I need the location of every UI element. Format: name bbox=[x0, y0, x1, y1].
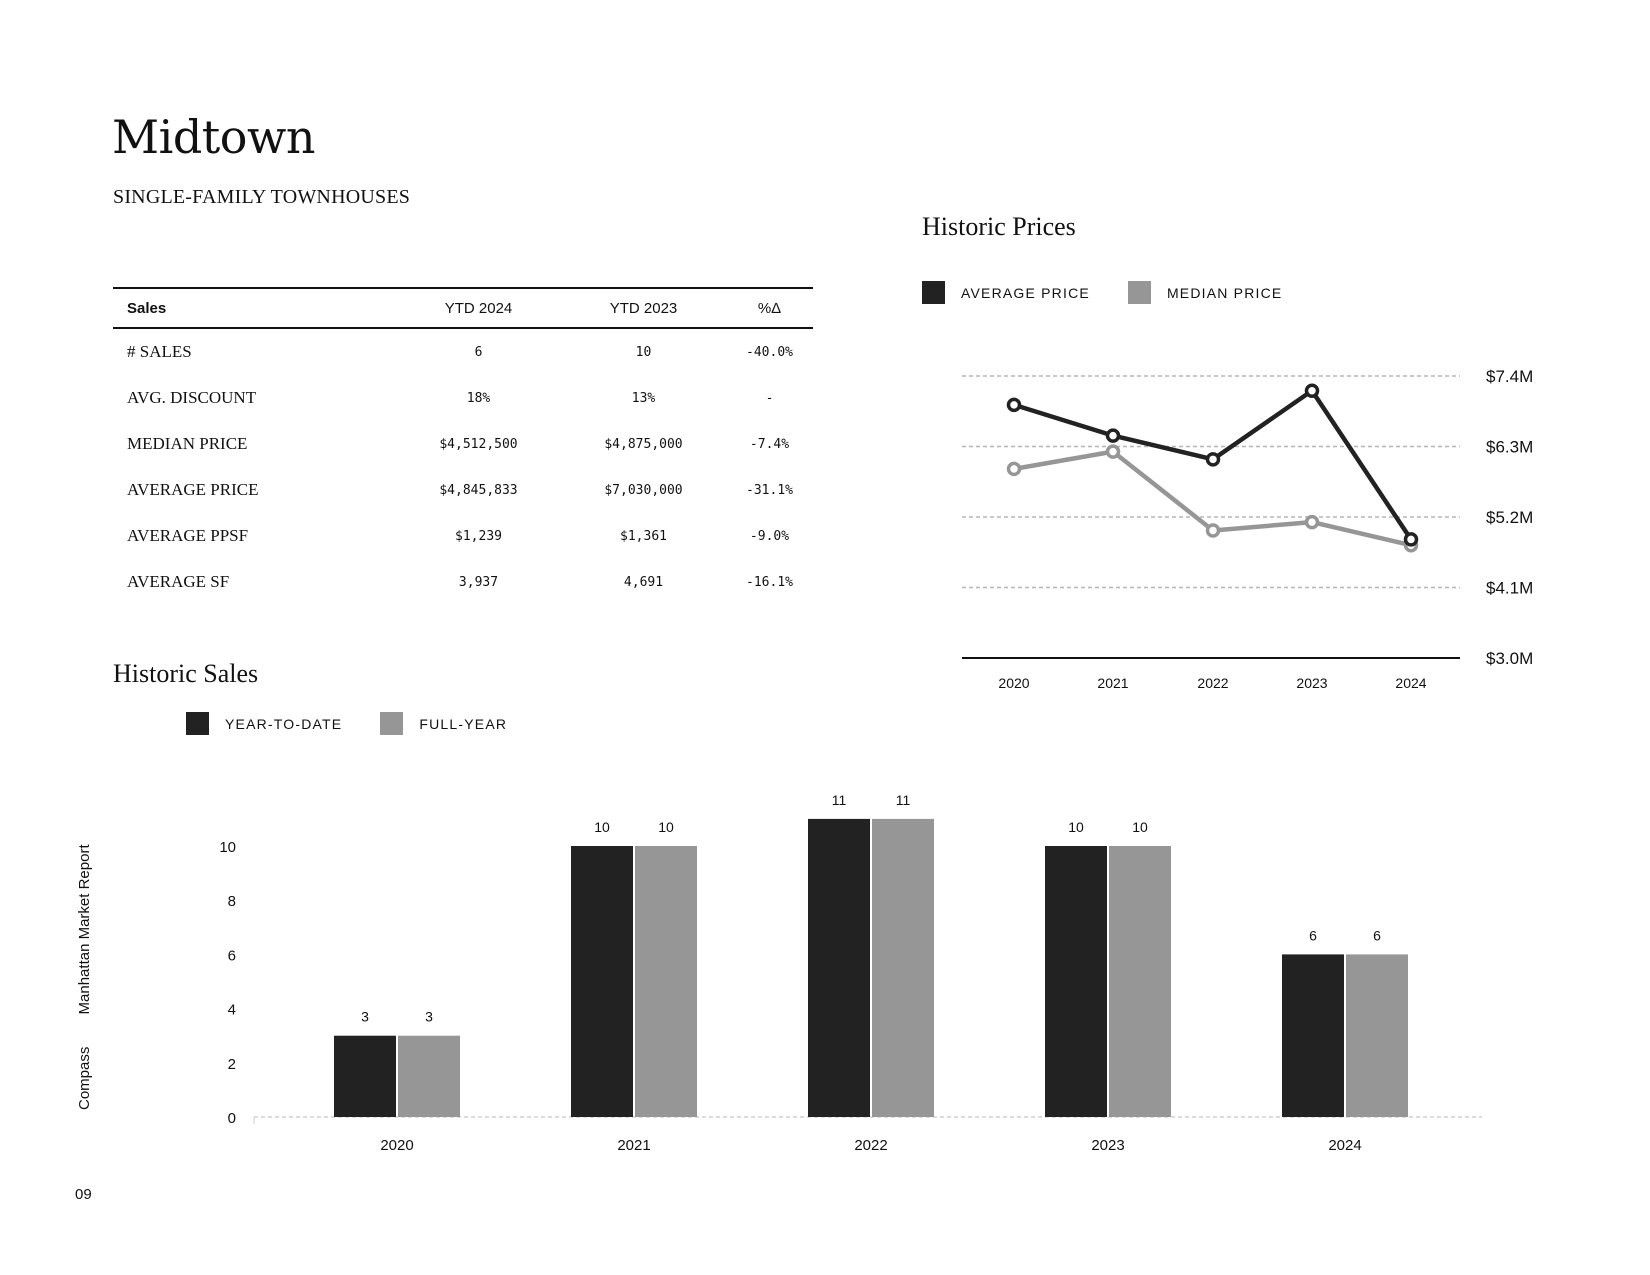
sales-y-tick-label: 8 bbox=[227, 893, 236, 911]
cell-ytd-2023: $4,875,000 bbox=[604, 436, 683, 452]
cell-ytd-2024: $4,845,833 bbox=[439, 482, 518, 498]
prices-x-tick-label: 2022 bbox=[1197, 675, 1229, 691]
sales-bar-ytd bbox=[1045, 846, 1107, 1117]
table-header-change: %Δ bbox=[726, 288, 813, 328]
sales-data-label: 10 bbox=[658, 819, 674, 835]
sales-data-label: 3 bbox=[425, 1008, 433, 1025]
prices-x-tick-label: 2023 bbox=[1296, 675, 1328, 691]
sales-bar-ytd bbox=[334, 1036, 396, 1117]
prices-x-tick-label: 2020 bbox=[998, 675, 1030, 691]
cell-ytd-2024: 6 bbox=[474, 344, 483, 360]
prices-data-point bbox=[1406, 534, 1417, 545]
sales-data-label: 6 bbox=[1309, 927, 1317, 944]
cell-change: -31.1% bbox=[746, 482, 793, 498]
sales-bar-ytd bbox=[571, 846, 633, 1117]
page-number: 09 bbox=[75, 1186, 92, 1203]
cell-ytd-2024: 3,937 bbox=[458, 574, 499, 590]
sales-y-tick-label: 4 bbox=[227, 1001, 236, 1019]
prices-y-tick-label: $6.3M bbox=[1486, 437, 1534, 457]
sales-x-tick-label: 2020 bbox=[380, 1137, 414, 1154]
sales-y-tick-label: 10 bbox=[219, 839, 236, 856]
cell-ytd-2023: $7,030,000 bbox=[604, 482, 683, 498]
legend-label: FULL-YEAR bbox=[419, 715, 508, 732]
sales-x-tick-label: 2022 bbox=[854, 1137, 888, 1154]
sales-data-label: 3 bbox=[361, 1008, 369, 1025]
row-label: AVG. DISCOUNT bbox=[127, 388, 257, 407]
sales-data-label: 10 bbox=[594, 819, 610, 835]
sales-y-tick-label: 2 bbox=[227, 1055, 236, 1073]
cell-ytd-2023: 13% bbox=[631, 390, 656, 406]
prices-y-tick-label: $5.2M bbox=[1486, 508, 1534, 527]
cell-ytd-2023: 10 bbox=[635, 344, 652, 360]
prices-y-tick-label: $7.4M bbox=[1486, 367, 1534, 386]
sales-data-label: 6 bbox=[1373, 927, 1381, 944]
prices-y-tick-label: $3.0M bbox=[1486, 649, 1534, 668]
cell-change: -16.1% bbox=[746, 574, 793, 590]
brand-name: Compass bbox=[76, 1046, 93, 1110]
sales-bar-ytd bbox=[808, 819, 870, 1117]
sales-x-tick-label: 2021 bbox=[617, 1137, 651, 1154]
row-label: # SALES bbox=[127, 342, 192, 361]
cell-ytd-2024: 18% bbox=[466, 390, 491, 406]
sales-bar-full-year bbox=[872, 819, 934, 1117]
cell-change: -9.0% bbox=[749, 528, 790, 544]
prices-data-point bbox=[1208, 525, 1219, 536]
legend-label: AVERAGE PRICE bbox=[961, 284, 1090, 301]
side-label bbox=[76, 816, 93, 1110]
legend-label: MEDIAN PRICE bbox=[1166, 284, 1283, 301]
sales-bar-full-year bbox=[1346, 954, 1408, 1117]
row-label: AVERAGE SF bbox=[127, 572, 230, 591]
sales-data-label: 11 bbox=[895, 791, 911, 808]
sales-y-tick-label: 6 bbox=[227, 947, 236, 965]
prices-data-point bbox=[1108, 446, 1119, 457]
prices-data-point bbox=[1108, 430, 1119, 441]
sales-data-label: 11 bbox=[831, 791, 847, 808]
table-header-ytd-2024: YTD 2024 bbox=[396, 288, 561, 328]
table-header-ytd-2023: YTD 2023 bbox=[561, 288, 726, 328]
sales-bar-full-year bbox=[635, 846, 697, 1117]
cell-change: -40.0% bbox=[746, 344, 793, 360]
cell-change: -7.4% bbox=[749, 436, 790, 452]
sales-bar-ytd bbox=[1282, 954, 1344, 1117]
sales-x-tick-label: 2024 bbox=[1328, 1137, 1362, 1154]
prices-y-tick-label: $4.1M bbox=[1486, 578, 1534, 598]
prices-data-point bbox=[1307, 385, 1318, 396]
page-title: Midtown bbox=[112, 110, 315, 164]
prices-data-point bbox=[1307, 517, 1318, 528]
cell-ytd-2023: $1,361 bbox=[620, 528, 667, 544]
cell-ytd-2023: 4,691 bbox=[623, 574, 664, 590]
cell-ytd-2024: $1,239 bbox=[455, 528, 502, 544]
prices-data-point bbox=[1009, 399, 1020, 410]
sales-bar-full-year bbox=[1109, 846, 1171, 1117]
prices-data-point bbox=[1009, 463, 1020, 474]
historic-sales-title: Historic Sales bbox=[113, 659, 259, 688]
sales-x-tick-label: 2023 bbox=[1091, 1137, 1125, 1154]
table-header-sales: Sales bbox=[113, 288, 396, 328]
row-label: AVERAGE PPSF bbox=[127, 526, 249, 545]
historic-prices-title: Historic Prices bbox=[922, 212, 1076, 241]
prices-x-tick-label: 2021 bbox=[1097, 675, 1129, 691]
page-subtitle: SINGLE-FAMILY TOWNHOUSES bbox=[113, 186, 411, 208]
report-name: Manhattan Market Report bbox=[76, 844, 93, 1015]
sales-data-label: 10 bbox=[1068, 819, 1084, 835]
prices-data-point bbox=[1208, 454, 1219, 465]
cell-change: - bbox=[765, 390, 774, 406]
legend-label: YEAR-TO-DATE bbox=[225, 715, 343, 732]
prices-x-tick-label: 2024 bbox=[1395, 675, 1427, 691]
cell-ytd-2024: $4,512,500 bbox=[439, 436, 518, 452]
sales-bar-full-year bbox=[398, 1036, 460, 1117]
sales-data-label: 10 bbox=[1132, 819, 1148, 835]
row-label: AVERAGE PRICE bbox=[127, 480, 259, 499]
row-label: MEDIAN PRICE bbox=[127, 434, 248, 453]
sales-y-tick-label: 0 bbox=[227, 1110, 236, 1127]
